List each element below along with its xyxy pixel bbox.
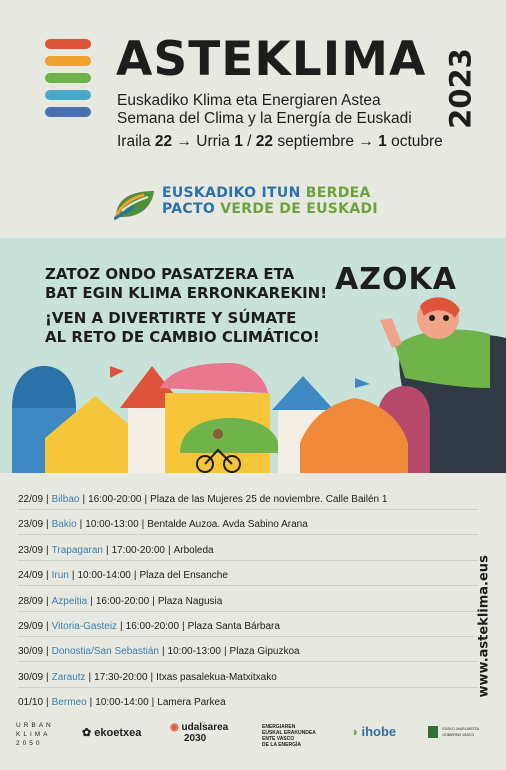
event-time: 17:30-20:00 — [94, 671, 148, 683]
subtitle-spanish: Semana del Clima y la Energía de Euskadi — [117, 110, 412, 127]
udalsarea-icon: ◉ — [170, 722, 179, 733]
separator: | — [144, 494, 148, 505]
logo-text: DE LA ENERGÍA — [262, 742, 301, 748]
separator: | — [46, 697, 49, 709]
event-list — [18, 489, 478, 718]
event-city: Bermeo — [51, 697, 87, 709]
event-time: 17:00-20:00 — [111, 544, 165, 556]
pact-word: BERDEA — [305, 185, 371, 201]
event-date: 24/09 — [18, 570, 44, 582]
event-place: Lamera Parkea — [157, 697, 226, 709]
date-word: octubre — [391, 133, 443, 150]
logo-text: ENTE VASCO — [262, 736, 295, 742]
subtitle-basque: Euskadiko Klima eta Energiaren Astea — [117, 92, 381, 109]
event-time: 16:00-20:00 — [125, 620, 180, 632]
logo-text: 2050 — [16, 740, 43, 747]
asteklima-logo-stripes — [45, 39, 91, 124]
separator: | — [167, 544, 171, 556]
arrow-icon: → — [358, 133, 374, 150]
separator: | — [105, 544, 109, 556]
separator: | — [46, 620, 49, 632]
stripe-blue — [45, 107, 91, 117]
slogan-line: BAT EGIN KLIMA ERRONKAREKIN! — [45, 284, 328, 302]
event-date: 30/09 — [18, 646, 44, 658]
separator: | — [133, 570, 137, 582]
separator: | — [150, 671, 154, 683]
year-label: 2023 — [443, 48, 478, 129]
pact-word: ITUN — [261, 185, 301, 201]
date-word: Urria — [196, 133, 230, 150]
event-time: 10:00-14:00 — [95, 697, 149, 709]
separator: | — [89, 697, 93, 709]
date-separator: / — [247, 133, 252, 150]
slogan-basque — [45, 265, 327, 303]
separator: | — [82, 494, 86, 505]
green-pact-text — [162, 185, 378, 217]
event-row — [18, 591, 478, 612]
date-day: 1 — [378, 133, 387, 150]
coat-of-arms-icon — [428, 726, 438, 738]
event-place: Plaza Santa Bárbara — [187, 620, 280, 632]
event-row — [18, 667, 478, 688]
logo-text: udalsarea — [181, 722, 229, 733]
event-row — [18, 616, 478, 637]
event-dates — [117, 133, 443, 151]
event-time: 16:00-20:00 — [95, 595, 150, 607]
logo-text: ENERGIAREN — [262, 724, 296, 730]
event-place: Plaza de las Mujeres 25 de noviembre. Calle Bailén 1 — [150, 494, 388, 505]
logo-text: EUSKAL ERAKUNDEA — [262, 730, 316, 736]
separator: | — [46, 544, 49, 556]
stripe-cyan — [45, 90, 91, 100]
separator: | — [141, 519, 145, 531]
ihobe-logo — [350, 724, 396, 739]
event-place: Itxas pasalekua-Matxitxako — [156, 671, 277, 683]
separator: | — [182, 620, 185, 632]
hero-banner — [0, 238, 506, 473]
event-date: 23/09 — [18, 519, 44, 531]
page-title: ASTEKLIMA — [116, 32, 427, 87]
event-city: Zarautz — [51, 671, 86, 683]
eve-logo — [262, 724, 316, 748]
slogan-line: AL RETO DE CAMBIO CLIMÁTICO! — [45, 328, 320, 346]
arrow-icon: → — [176, 133, 192, 150]
event-time: 10:00-13:00 — [167, 646, 221, 658]
separator: | — [46, 570, 49, 582]
event-date: 23/09 — [18, 544, 44, 556]
logo-text: ihobe — [361, 724, 397, 739]
event-row — [18, 641, 478, 662]
event-city: Donostia/San Sebastián — [51, 646, 159, 658]
udalsarea-logo — [170, 722, 228, 744]
date-word: Iraila — [117, 133, 151, 150]
event-time: 16:00-20:00 — [88, 494, 142, 505]
separator: | — [46, 519, 49, 531]
logo-text: GOBIERNO VASCO — [442, 733, 475, 737]
basque-government-logo — [428, 726, 479, 738]
header — [0, 0, 506, 238]
separator: | — [46, 494, 49, 505]
separator: | — [152, 595, 155, 607]
slogan-line: ¡VEN A DIVERTIRTE Y SÚMATE — [45, 309, 297, 327]
separator: | — [46, 646, 49, 658]
separator: | — [79, 519, 83, 531]
leaf-icon — [114, 187, 156, 221]
separator: | — [46, 595, 49, 607]
website-url[interactable]: www.asteklima.eus — [476, 555, 492, 698]
separator: | — [151, 697, 155, 709]
slogan-spanish — [45, 309, 320, 347]
slogan-line: ZATOZ ONDO PASATZERA ETA — [45, 265, 295, 283]
azoka-heading: AZOKA — [335, 262, 457, 297]
event-place: Plaza Nagusia — [157, 595, 223, 607]
event-place: Plaza del Ensanche — [139, 570, 228, 582]
separator: | — [71, 570, 75, 582]
event-city: Azpeitia — [51, 595, 88, 607]
event-date: 01/10 — [18, 697, 44, 709]
event-time: 10:00-13:00 — [85, 519, 139, 531]
logo-text: KLIMA — [16, 731, 51, 738]
event-date: 28/09 — [18, 595, 44, 607]
date-day: 22 — [255, 133, 274, 150]
event-time: 10:00-14:00 — [77, 570, 131, 582]
event-row — [18, 540, 478, 561]
urban-klima-logo — [16, 721, 54, 748]
separator: | — [46, 671, 49, 683]
event-row — [18, 565, 478, 586]
event-date: 22/09 — [18, 494, 44, 505]
pact-word: VERDE — [220, 201, 275, 217]
event-city: Bakio — [51, 519, 77, 531]
logo-text: 2030 — [184, 733, 207, 744]
date-word: septiembre — [277, 133, 355, 150]
stripe-red — [45, 39, 91, 49]
event-city: Trapagaran — [51, 544, 103, 556]
separator: | — [90, 595, 93, 607]
event-date: 30/09 — [18, 671, 44, 683]
stripe-orange — [45, 56, 91, 66]
event-city: Irun — [51, 570, 69, 582]
logo-text: EUSKO JAURLARITZA — [442, 727, 480, 731]
event-row — [18, 514, 478, 535]
event-row — [18, 489, 478, 510]
pact-word: EUSKADIKO — [162, 185, 257, 201]
date-day: 22 — [154, 133, 173, 150]
ekoetxea-icon: ✿ — [82, 727, 92, 739]
event-place: Plaza Gipuzkoa — [229, 646, 300, 658]
event-place: Arboleda — [173, 544, 214, 556]
ekoetxea-logo — [82, 726, 141, 739]
sponsor-logos — [0, 712, 506, 762]
stripe-green — [45, 73, 91, 83]
logo-text: ekoetxea — [94, 727, 142, 739]
event-city: Vitoria-Gasteiz — [51, 620, 118, 632]
ihobe-icon: ◑ — [350, 724, 358, 739]
separator: | — [223, 646, 227, 658]
logo-text: URBAN — [16, 722, 54, 729]
separator: | — [120, 620, 123, 632]
date-day: 1 — [234, 133, 243, 150]
event-place: Bentalde Auzoa. Avda Sabino Arana — [147, 519, 308, 531]
pact-word: DE EUSKADI — [279, 201, 378, 217]
event-row — [18, 692, 478, 713]
pact-word: PACTO — [162, 201, 216, 217]
separator: | — [161, 646, 165, 658]
event-city: Bilbao — [51, 494, 80, 505]
separator: | — [88, 671, 92, 683]
event-date: 29/09 — [18, 620, 44, 632]
